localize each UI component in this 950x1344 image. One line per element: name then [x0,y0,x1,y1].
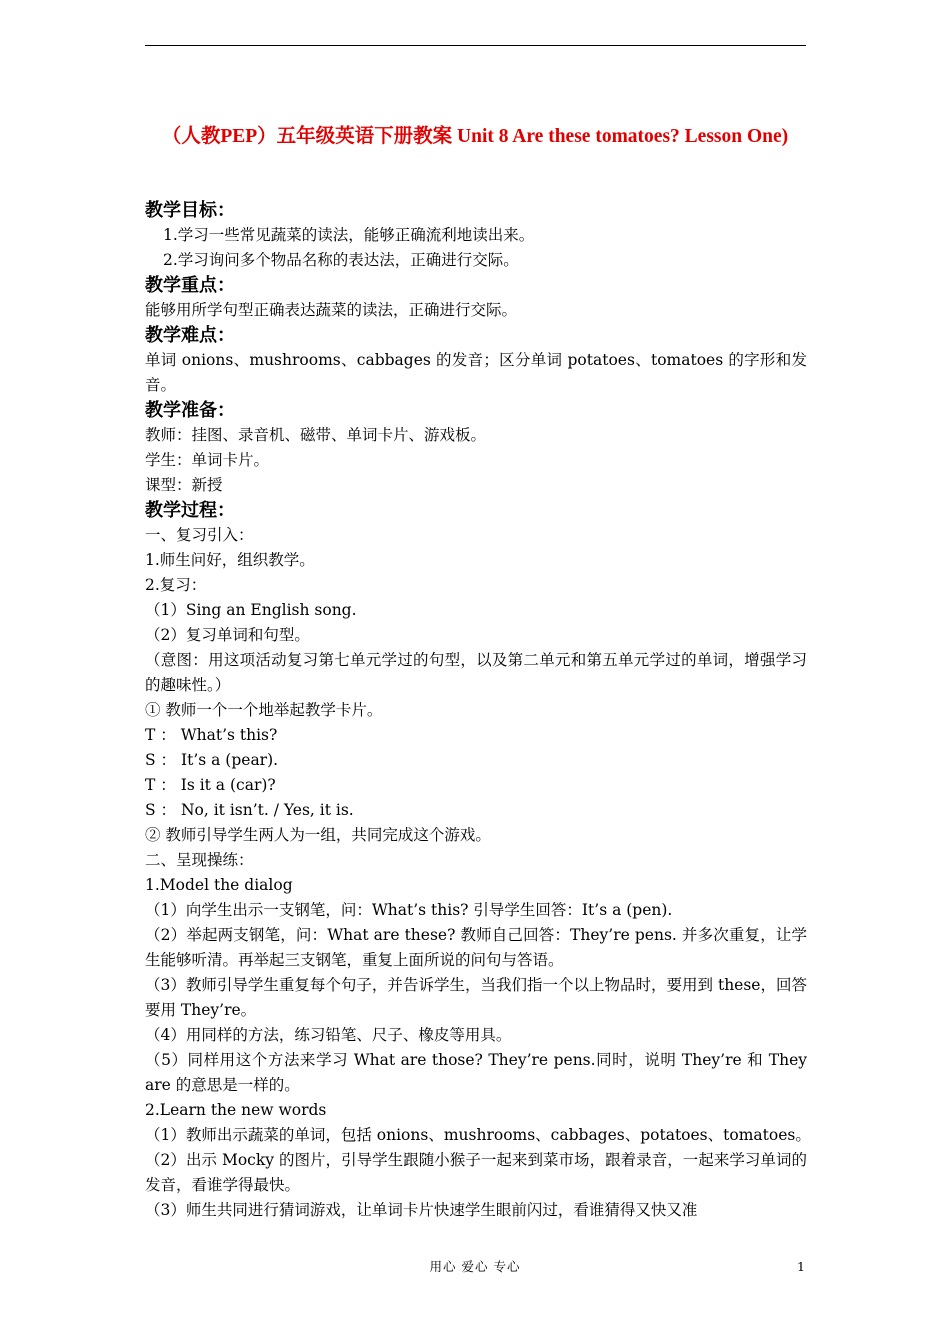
paragraph: （5）同样用这个方法来学习 What are those? They’re pens.同时，说明 They’re 和 They are 的意思是一样的。 [145,1051,807,1094]
paragraph: （2）复习单词和句型。 [145,626,310,644]
paragraph: T ： What’s this? [145,726,278,744]
paragraph: ② 教师引导学生两人为一组，共同完成这个游戏。 [145,826,491,844]
paragraph: 2.Learn the new words [145,1101,327,1119]
paragraph: （1）向学生出示一支钢笔，问：What’s this? 引导学生回答：It’s a (pen). [145,901,673,919]
paragraph: （1）教师出示蔬菜的单词，包括 onions、mushrooms、cabbages、potatoes、tomatoes。 [145,1126,811,1144]
paragraph: 教师：挂图、录音机、磁带、单词卡片、游戏板。 [145,426,487,444]
header-rule [145,45,806,46]
paragraph: 2.复习： [145,576,207,594]
section-heading: 教学重点： [145,275,235,296]
section-heading: 教学目标： [145,200,235,221]
paragraph: （2）出示 Mocky 的图片，引导学生跟随小猴子一起来到菜市场，跟着录音，一起来学习单词的发音，看谁学得最快。 [145,1151,807,1194]
page-number: 1 [797,1259,805,1274]
paragraph: 学生：单词卡片。 [145,451,270,469]
paragraph: （4）用同样的方法，练习铅笔、尺子、橡皮等用具。 [145,1026,512,1044]
paragraph: （2）举起两支钢笔，问：What are these? 教师自己回答：They’re pens. 并多次重复，让学生能够听清。再举起三支钢笔，重复上面所说的问句与答语。 [145,926,807,969]
paragraph: 课型：新授 [145,476,223,494]
paragraph: 二、呈现操练： [145,851,254,869]
paragraph: 2.学习询问多个物品名称的表达法，正确进行交际。 [163,251,519,269]
paragraph: 一、复习引入： [145,526,254,544]
paragraph: 1.师生问好，组织教学。 [145,551,315,569]
section-heading: 教学过程： [145,500,235,521]
page-footer [0,1257,950,1277]
section-heading: 教学难点： [145,325,235,346]
paragraph: （3）教师引导学生重复每个句子，并告诉学生，当我们指一个以上物品时，要用到 these，回答要用 They’re。 [145,976,807,1019]
paragraph: ① 教师一个一个地举起教学卡片。 [145,701,383,719]
paragraph: S ： No, it isn’t. / Yes, it is. [145,801,354,819]
paragraph: 单词 onions、mushrooms、cabbages 的发音；区分单词 potatoes、tomatoes 的字形和发音。 [145,351,807,394]
document-body [145,198,811,1223]
paragraph: 1.学习一些常见蔬菜的读法，能够正确流利地读出来。 [163,226,535,244]
paragraph: （意图：用这项活动复习第七单元学过的句型，以及第二单元和第五单元学过的单词，增强学习的趣味性。） [145,651,807,694]
paragraph: 1.Model the dialog [145,876,293,894]
paragraph: （3）师生共同进行猜词游戏，让单词卡片快速学生眼前闪过，看谁猜得又快又准 [145,1201,698,1219]
paragraph: S ： It’s a (pear). [145,751,279,769]
paragraph: T ： Is it a (car)? [145,776,276,794]
paragraph: 能够用所学句型正确表达蔬菜的读法，正确进行交际。 [145,301,518,319]
document-title: （人教PEP）五年级英语下册教案 Unit 8 Are these tomatoes? Lesson One) [161,126,789,147]
paragraph: （1）Sing an English song. [145,601,357,619]
footer-motto: 用心 爱心 专心 [429,1259,521,1274]
section-heading: 教学准备： [145,400,235,421]
